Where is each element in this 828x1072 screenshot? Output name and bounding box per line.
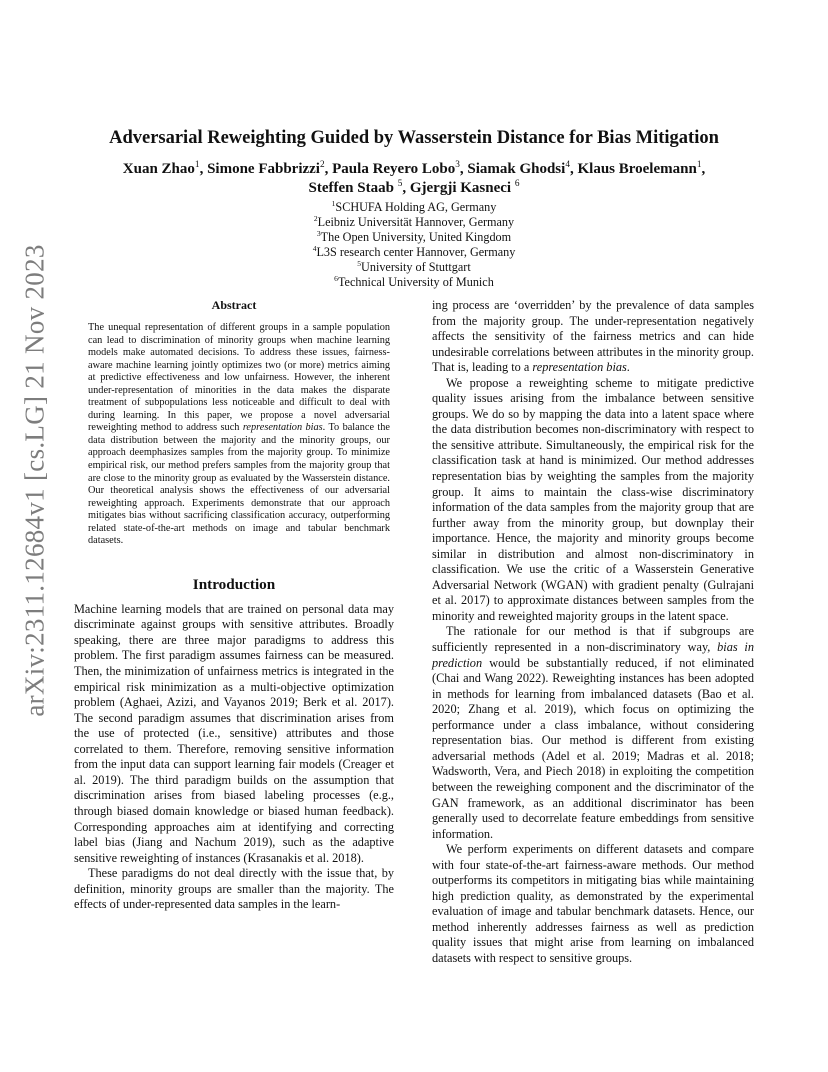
abstract-heading: Abstract — [211, 298, 257, 312]
affiliation — [74, 260, 754, 275]
author-line-1 — [74, 160, 754, 179]
body-paragraph-method: We propose a reweighting scheme to mitigate predictive quality issues arising from the imbalance between sensitive groups. We do so by mapping the data into a latent space where the data distribution becomes non-discriminatory with respect to the sensitive attribute. Simultaneously, the empirical risk for the classification task at hand is minimized. Our method addresses representation bias by weighting the samples from the majority group. It aims to maintain the class-wise discriminatory information of the data samples from the majority group that are further away from the minority group, but downplay their importance. Hence, the majority and minority groups become similar in distribution and almost non-discriminatory in classification. We use the critic of a Wasserstein Generative Adversarial Network (WGAN) with gradient penalty (Gulrajani et al. 2017) to approximate distances between samples from the minority and reweighted majority groups in the latent space. — [432, 375, 754, 623]
affil-number: 1 — [331, 198, 336, 208]
body-text-part: . — [626, 360, 630, 375]
affil-text: Technical University of Munich — [337, 275, 494, 289]
intro-paragraph-2: These paradigms do not deal directly with the issue that, by definition, minority groups are smaller than the majority. The effects of under-represented data samples in the learn- — [74, 866, 394, 912]
abstract-text-part: . To balance the data distribution between the majority and the minority groups, our approach deemphasizes samples from the majority group. To minimize empirical risk, our method prefers samples from the majority group that are close to the minority group as evaluated by the Wasserstein distance. Our theoretical analysis shows the effectiveness of our adversarial reweighting approach. Experiments demonstrate that our approach mitigates bias without sacrificing classification accuracy, outperforming related state-of-the-art methods on image and tabular benchmark datasets. — [88, 422, 390, 547]
affil-text: University of Stuttgart — [361, 260, 471, 274]
affiliation — [74, 230, 754, 245]
author-name: Paula Reyero Lobo — [332, 161, 456, 177]
body-paragraph-continued — [432, 298, 754, 376]
author-separator: , — [199, 161, 208, 177]
abstract-body — [74, 322, 394, 548]
author-separator: , — [459, 161, 468, 177]
affil-number: 5 — [357, 258, 362, 268]
affil-text: L3S research center Hannover, Germany — [316, 245, 516, 259]
intro-paragraph-1: Machine learning models that are trained on personal data may discriminate against groups with sensitive attributes. Broadly speaking, there are three major paradigms to address this problem. The first paradigm assumes fairness can be measured. Then, the minimization of unfairness metrics is integrated in the empirical risk minimization as a multi-objective optimization problem (Aghaei, Azizi, and Vayanos 2019; Berk et al. 2017). The second paradigm assumes that discrimination arises from the use of protected (i.e., sensitive) attributes and those correlated to them. Therefore, removing sensitive information from the input data can support learning fair models (Creager et al. 2019). The third paradigm builds on the assumption that discrimination arises from biased labeling processes (e.g., through biased domain knowledge or biased human feedback). Corresponding approaches aim at identifying and correcting label bias (Jiang and Nachum 2019), such as the adaptive sensitive reweighting of instances (Krasanakis et al. 2018). — [74, 601, 394, 865]
author-name: Simone Fabbrizzi — [207, 161, 320, 177]
author-affil-mark: 1 — [696, 160, 702, 170]
author-name: Klaus Broelemann — [577, 161, 697, 177]
affil-text: SCHUFA Holding AG, Germany — [335, 200, 497, 214]
author-separator: , — [569, 161, 578, 177]
paper-title: Adversarial Reweighting Guided by Wasserstein Distance for Bias Mitigation — [109, 128, 719, 148]
affil-number: 4 — [312, 243, 317, 253]
right-column — [432, 298, 754, 967]
affiliation-list — [74, 200, 754, 290]
author-affil-mark: 1 — [194, 160, 200, 170]
arxiv-id: arXiv:2311.12684v1 [cs.LG] 21 Nov 2023 — [19, 243, 50, 717]
body-emphasis: representation bias — [532, 360, 627, 375]
left-column — [74, 298, 394, 913]
abstract-text-part: The unequal representation of different groups in a sample population can lead to discrimination of minority groups when machine learning models make automated decisions. To address these issues, fairness-aware machine learning jointly optimizes two (or more) metrics aiming at predictive effectiveness and low unfairness. However, the inherent under-representation of minorities in the data makes the disparate treatment of subpopulations less noticeable and difficult to deal with during learning. In this paper, we propose a novel adversarial reweighting method to address such — [88, 322, 390, 434]
author-affil-mark: 2 — [319, 160, 325, 170]
body-text-part: ing process are ‘overridden’ by the prevalence of data samples from the majority group. The under-representation negatively affects the sensitivity of the fairness metrics and can hide undesirable correlations between attributes in the minority group. That is, leading to a — [432, 298, 754, 375]
body-paragraph-experiments: We perform experiments on different datasets and compare with four state-of-the-art fairness-aware methods. Our method outperforms its competitors in mitigating bias while maintaining high prediction quality, as demonstrated by the experimental evaluation of image and tabular benchmark datasets. Hence, our method inherently addresses fairness as well as prediction quality issues that might arise from learning on imbalanced datasets with respect to sensitive groups. — [432, 842, 754, 965]
author-affil-mark: 3 — [455, 160, 460, 170]
author-line-2 — [74, 179, 754, 198]
author-list — [74, 160, 754, 198]
author-name: Gjergji Kasneci — [409, 180, 515, 196]
body-emphasis: bias in prediction — [432, 640, 754, 670]
author-separator: , — [701, 161, 706, 177]
affil-number: 2 — [313, 213, 318, 223]
author-name: Steffen Staab — [308, 180, 398, 196]
affil-text: The Open University, United Kingdom — [320, 230, 512, 244]
affil-number: 6 — [334, 273, 338, 283]
body-text-part: The rationale for our method is that if subgroups are sufficiently represented in a non-discriminatory way, — [432, 624, 754, 655]
arxiv-sidebar-stamp — [10, 243, 60, 717]
author-affil-mark: 6 — [514, 179, 520, 189]
author-affil-mark: 4 — [565, 160, 570, 170]
author-name: Siamak Ghodsi — [467, 161, 566, 177]
affiliation — [74, 275, 754, 290]
affil-text: Leibniz Universität Hannover, Germany — [317, 215, 515, 229]
body-paragraph-rationale — [432, 624, 754, 842]
affiliation — [74, 200, 754, 215]
section-heading-introduction: Introduction — [192, 575, 276, 593]
affiliation — [74, 215, 754, 230]
body-text-part: would be substantially reduced, if not eliminated (Chai and Wang 2022). Reweighting instances has been adopted in methods for learning from imbalanced datasets (Bao et al. 2020; Zhang et al. 2019), which focus on optimizing the performance under a class imbalance, without considering representation bias. Our method is different from existing adversarial methods (Adel et al. 2019; Madras et al. 2018; Wadsworth, Vera, and Piech 2018) in exploiting the competition between the reweighing component and the discriminator of the GAN framework, as an additional discriminator has been generally used to decorrelate feature embeddings from sensitive information. — [432, 655, 754, 841]
affiliation — [74, 245, 754, 260]
author-name: Xuan Zhao — [122, 161, 195, 177]
affil-number: 3 — [316, 228, 321, 238]
author-affil-mark: 5 — [397, 179, 403, 189]
abstract-emphasis: representation bias — [242, 422, 323, 434]
author-separator: , — [324, 161, 333, 177]
author-separator: , — [402, 180, 410, 196]
